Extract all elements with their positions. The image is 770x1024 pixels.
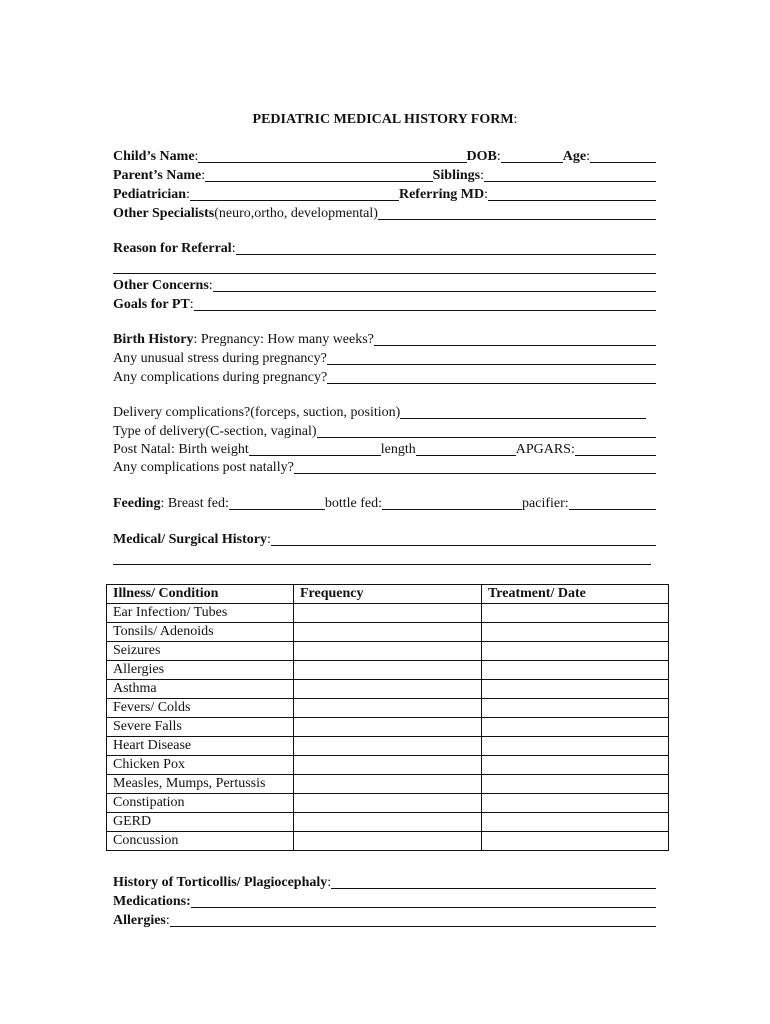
table-row bbox=[107, 756, 669, 775]
pacifier-field[interactable] bbox=[569, 495, 656, 510]
table-row bbox=[107, 737, 669, 756]
breast-fed-field[interactable] bbox=[229, 495, 325, 510]
child-name-field[interactable] bbox=[198, 148, 466, 163]
parent-name-colon: : bbox=[201, 168, 206, 183]
postnatal-row bbox=[113, 439, 656, 458]
table-row bbox=[107, 623, 669, 642]
treatment-cell[interactable] bbox=[482, 680, 669, 699]
goals-colon: : bbox=[189, 297, 194, 312]
delivery-type-row bbox=[113, 421, 656, 440]
form-title bbox=[0, 112, 770, 128]
breast-fed-label: : Breast fed: bbox=[160, 496, 229, 511]
dob-field[interactable] bbox=[501, 148, 563, 163]
condition-name: Chicken Pox bbox=[107, 756, 294, 775]
age-label: Age bbox=[562, 149, 587, 164]
medical-history-continuation-row bbox=[113, 548, 651, 567]
condition-name: Severe Falls bbox=[107, 718, 294, 737]
treatment-cell[interactable] bbox=[482, 775, 669, 794]
torticollis-colon: : bbox=[327, 875, 332, 890]
dob-colon: : bbox=[496, 149, 501, 164]
treatment-cell[interactable] bbox=[482, 737, 669, 756]
condition-name: Measles, Mumps, Pertussis bbox=[107, 775, 294, 794]
frequency-cell[interactable] bbox=[294, 775, 482, 794]
pregnancy-stress-row bbox=[113, 348, 656, 367]
treatment-cell[interactable] bbox=[482, 699, 669, 718]
length-field[interactable] bbox=[416, 441, 516, 456]
medications-row bbox=[113, 891, 656, 910]
table-row bbox=[107, 661, 669, 680]
table-row bbox=[107, 832, 669, 851]
table-row bbox=[107, 604, 669, 623]
feeding-row bbox=[113, 493, 656, 512]
referral-field[interactable] bbox=[236, 240, 656, 255]
pregnancy-stress-question: Any unusual stress during pregnancy? bbox=[113, 351, 327, 366]
pregnancy-weeks-field[interactable] bbox=[374, 331, 656, 346]
frequency-cell[interactable] bbox=[294, 718, 482, 737]
allergies-colon: : bbox=[165, 913, 170, 928]
pacifier-label: pacifier: bbox=[522, 496, 569, 511]
concerns-label: Other Concerns bbox=[113, 278, 209, 293]
column-header-frequency: Frequency bbox=[294, 585, 482, 604]
column-header-treatment: Treatment/ Date bbox=[482, 585, 669, 604]
postnatal-complications-question: Any complications post natally? bbox=[113, 460, 294, 475]
medical-history-label: Medical/ Surgical History bbox=[113, 532, 267, 547]
child-name-label: Child’s Name bbox=[113, 149, 195, 164]
postnatal-complications-field[interactable] bbox=[294, 459, 656, 474]
delivery-type-field[interactable] bbox=[317, 423, 656, 438]
treatment-cell[interactable] bbox=[482, 718, 669, 737]
referring-md-colon: : bbox=[484, 187, 488, 202]
parent-info-row bbox=[113, 165, 656, 184]
frequency-cell[interactable] bbox=[294, 756, 482, 775]
condition-name: Seizures bbox=[107, 642, 294, 661]
frequency-cell[interactable] bbox=[294, 699, 482, 718]
child-name-colon: : bbox=[194, 149, 199, 164]
treatment-cell[interactable] bbox=[482, 756, 669, 775]
table-row bbox=[107, 699, 669, 718]
torticollis-field[interactable] bbox=[331, 874, 656, 889]
parent-name-label: Parent’s Name bbox=[113, 168, 202, 183]
length-label: length bbox=[380, 442, 416, 457]
treatment-cell[interactable] bbox=[482, 623, 669, 642]
treatment-cell[interactable] bbox=[482, 794, 669, 813]
referral-colon: : bbox=[231, 241, 236, 256]
concerns-colon: : bbox=[208, 278, 213, 293]
feeding-label: Feeding bbox=[113, 496, 161, 511]
medical-history-colon: : bbox=[266, 532, 271, 547]
condition-name: Tonsils/ Adenoids bbox=[107, 623, 294, 642]
allergies-field[interactable] bbox=[170, 912, 656, 927]
specialists-row bbox=[113, 203, 656, 222]
delivery-complications-question: Delivery complications?(forceps, suction, position) bbox=[113, 405, 401, 420]
postnatal-complications-row bbox=[113, 457, 656, 476]
pregnancy-complications-question: Any complications during pregnancy? bbox=[113, 370, 328, 385]
dob-label: DOB bbox=[466, 149, 497, 164]
table-row bbox=[107, 813, 669, 832]
birth-history-label: Birth History bbox=[113, 332, 194, 347]
bottle-fed-field[interactable] bbox=[382, 495, 522, 510]
referring-md-label: Referring MD bbox=[398, 187, 485, 202]
condition-name: Ear Infection/ Tubes bbox=[107, 604, 294, 623]
frequency-cell[interactable] bbox=[294, 737, 482, 756]
condition-name: Constipation bbox=[107, 794, 294, 813]
birth-weight-field[interactable] bbox=[249, 441, 381, 456]
referral-row bbox=[113, 238, 656, 257]
treatment-cell[interactable] bbox=[482, 604, 669, 623]
siblings-label: Siblings bbox=[432, 168, 481, 183]
frequency-cell[interactable] bbox=[294, 642, 482, 661]
frequency-cell[interactable] bbox=[294, 623, 482, 642]
delivery-complications-field[interactable] bbox=[400, 404, 646, 419]
medical-history-field-line-2[interactable] bbox=[113, 550, 651, 565]
pregnancy-stress-field[interactable] bbox=[327, 350, 656, 365]
treatment-cell[interactable] bbox=[482, 661, 669, 680]
torticollis-label: History of Torticollis/ Plagiocephaly bbox=[113, 875, 328, 890]
apgars-label: APGARS: bbox=[515, 442, 575, 457]
birth-weight-label: Post Natal: Birth weight bbox=[113, 442, 249, 457]
delivery-complications-row bbox=[113, 402, 646, 421]
pediatrician-row bbox=[113, 184, 656, 203]
goals-label: Goals for PT bbox=[113, 297, 190, 312]
condition-table bbox=[106, 584, 669, 851]
allergies-label: Allergies bbox=[113, 913, 166, 928]
pregnancy-complications-row bbox=[113, 367, 656, 386]
condition-name: Heart Disease bbox=[107, 737, 294, 756]
medications-field[interactable] bbox=[191, 893, 656, 908]
concerns-field[interactable] bbox=[213, 277, 656, 292]
bottle-fed-label: bottle fed: bbox=[324, 496, 383, 511]
referral-label: Reason for Referral bbox=[113, 241, 232, 256]
referral-continuation-row bbox=[113, 257, 656, 276]
pediatrician-field[interactable] bbox=[190, 186, 399, 201]
frequency-cell[interactable] bbox=[294, 832, 482, 851]
condition-name: Concussion bbox=[107, 832, 294, 851]
referring-md-field[interactable] bbox=[488, 186, 656, 201]
pediatrician-label: Pediatrician bbox=[113, 187, 187, 202]
frequency-cell[interactable] bbox=[294, 661, 482, 680]
concerns-row bbox=[113, 275, 656, 294]
age-field[interactable] bbox=[590, 148, 656, 163]
frequency-cell[interactable] bbox=[294, 813, 482, 832]
condition-name: Asthma bbox=[107, 680, 294, 699]
condition-name: Allergies bbox=[107, 661, 294, 680]
goals-row bbox=[113, 294, 656, 313]
specialists-field[interactable] bbox=[378, 205, 656, 220]
referral-field-line-2[interactable] bbox=[113, 259, 656, 274]
specialists-label: Other Specialists bbox=[113, 206, 215, 221]
table-row bbox=[107, 642, 669, 661]
table-row bbox=[107, 718, 669, 737]
table-header-row bbox=[107, 585, 669, 604]
table-row bbox=[107, 775, 669, 794]
frequency-cell[interactable] bbox=[294, 794, 482, 813]
child-info-row bbox=[113, 146, 656, 165]
condition-name: Fevers/ Colds bbox=[107, 699, 294, 718]
siblings-colon: : bbox=[480, 168, 484, 183]
treatment-cell[interactable] bbox=[482, 813, 669, 832]
form-title-text: PEDIATRIC MEDICAL HISTORY FORM bbox=[252, 112, 514, 127]
allergies-row bbox=[113, 910, 656, 929]
goals-field[interactable] bbox=[194, 296, 656, 311]
table-row bbox=[107, 680, 669, 699]
treatment-cell[interactable] bbox=[482, 832, 669, 851]
form-title-colon: : bbox=[513, 112, 518, 127]
parent-name-field[interactable] bbox=[205, 167, 432, 182]
condition-name: GERD bbox=[107, 813, 294, 832]
medical-history-row bbox=[113, 529, 656, 548]
pediatrician-colon: : bbox=[186, 187, 190, 202]
birth-history-row bbox=[113, 329, 656, 348]
apgars-field[interactable] bbox=[575, 441, 656, 456]
age-colon: : bbox=[586, 149, 590, 164]
medications-label: Medications: bbox=[113, 894, 191, 909]
frequency-cell[interactable] bbox=[294, 604, 482, 623]
torticollis-row bbox=[113, 872, 656, 891]
table-row bbox=[107, 794, 669, 813]
pregnancy-complications-field[interactable] bbox=[327, 369, 656, 384]
specialists-detail: (neuro,ortho, developmental) bbox=[214, 206, 378, 221]
frequency-cell[interactable] bbox=[294, 680, 482, 699]
column-header-illness: Illness/ Condition bbox=[107, 585, 294, 604]
delivery-type-question: Type of delivery(C-section, vaginal) bbox=[113, 424, 317, 439]
medical-history-field[interactable] bbox=[271, 531, 656, 546]
pregnancy-weeks-question: : Pregnancy: How many weeks? bbox=[193, 332, 374, 347]
siblings-field[interactable] bbox=[484, 167, 656, 182]
treatment-cell[interactable] bbox=[482, 642, 669, 661]
